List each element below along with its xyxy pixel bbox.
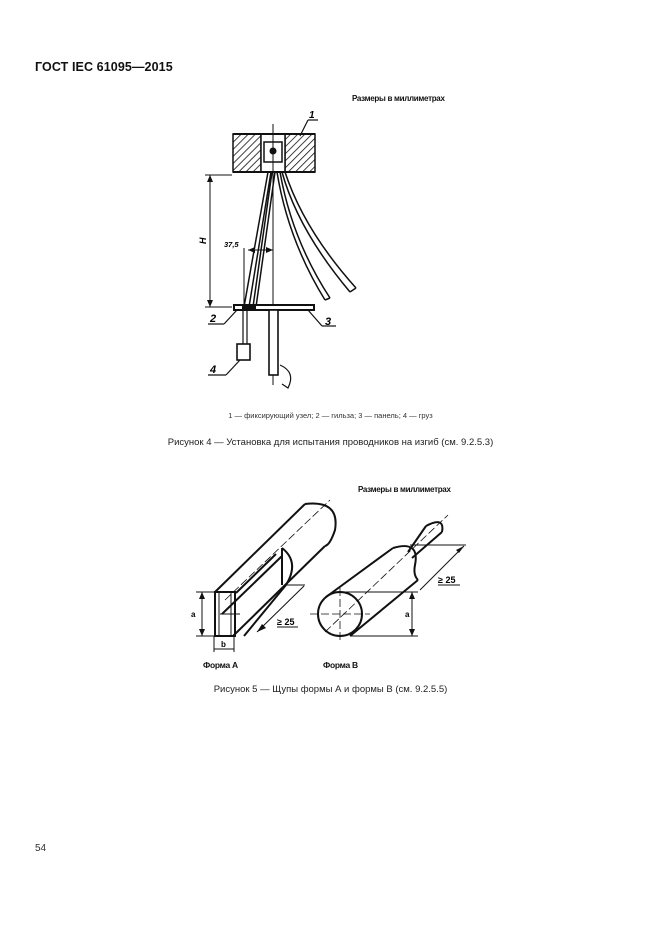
figure4-caption: Рисунок 4 — Установка для испытания проводников на изгиб (см. 9.2.5.3) xyxy=(167,437,494,448)
min-length-form-b: ≥ 25 xyxy=(438,575,456,585)
min-length-form-a: ≥ 25 xyxy=(277,617,295,627)
label-part-2: 2 xyxy=(210,313,217,325)
form-a-label: Форма А xyxy=(203,660,238,670)
document-header: ГОСТ IEC 61095—2015 xyxy=(35,60,173,74)
form-b-label: Форма В xyxy=(323,660,358,670)
label-part-4: 4 xyxy=(210,364,217,376)
page-number: 54 xyxy=(35,843,47,854)
label-part-1: 1 xyxy=(309,110,315,121)
label-offset: 37,5 xyxy=(224,240,239,249)
label-part-3: 3 xyxy=(325,316,332,328)
probe-form-b xyxy=(318,522,442,636)
figure4-units-note: Размеры в миллиметрах xyxy=(352,94,445,103)
dim-b-form-a: b xyxy=(221,640,226,649)
figure5-caption: Рисунок 5 — Щупы формы А и формы В (см. 9.2.5.5) xyxy=(213,684,448,695)
dim-a-form-b: a xyxy=(405,610,410,619)
dim-a-form-a: a xyxy=(191,610,196,619)
label-height-h: H xyxy=(198,237,208,244)
figure5-units-note: Размеры в миллиметрах xyxy=(358,485,451,494)
figure4-legend: 1 — фиксирующий узел; 2 — гильза; 3 — панель; 4 — груз xyxy=(228,411,433,420)
